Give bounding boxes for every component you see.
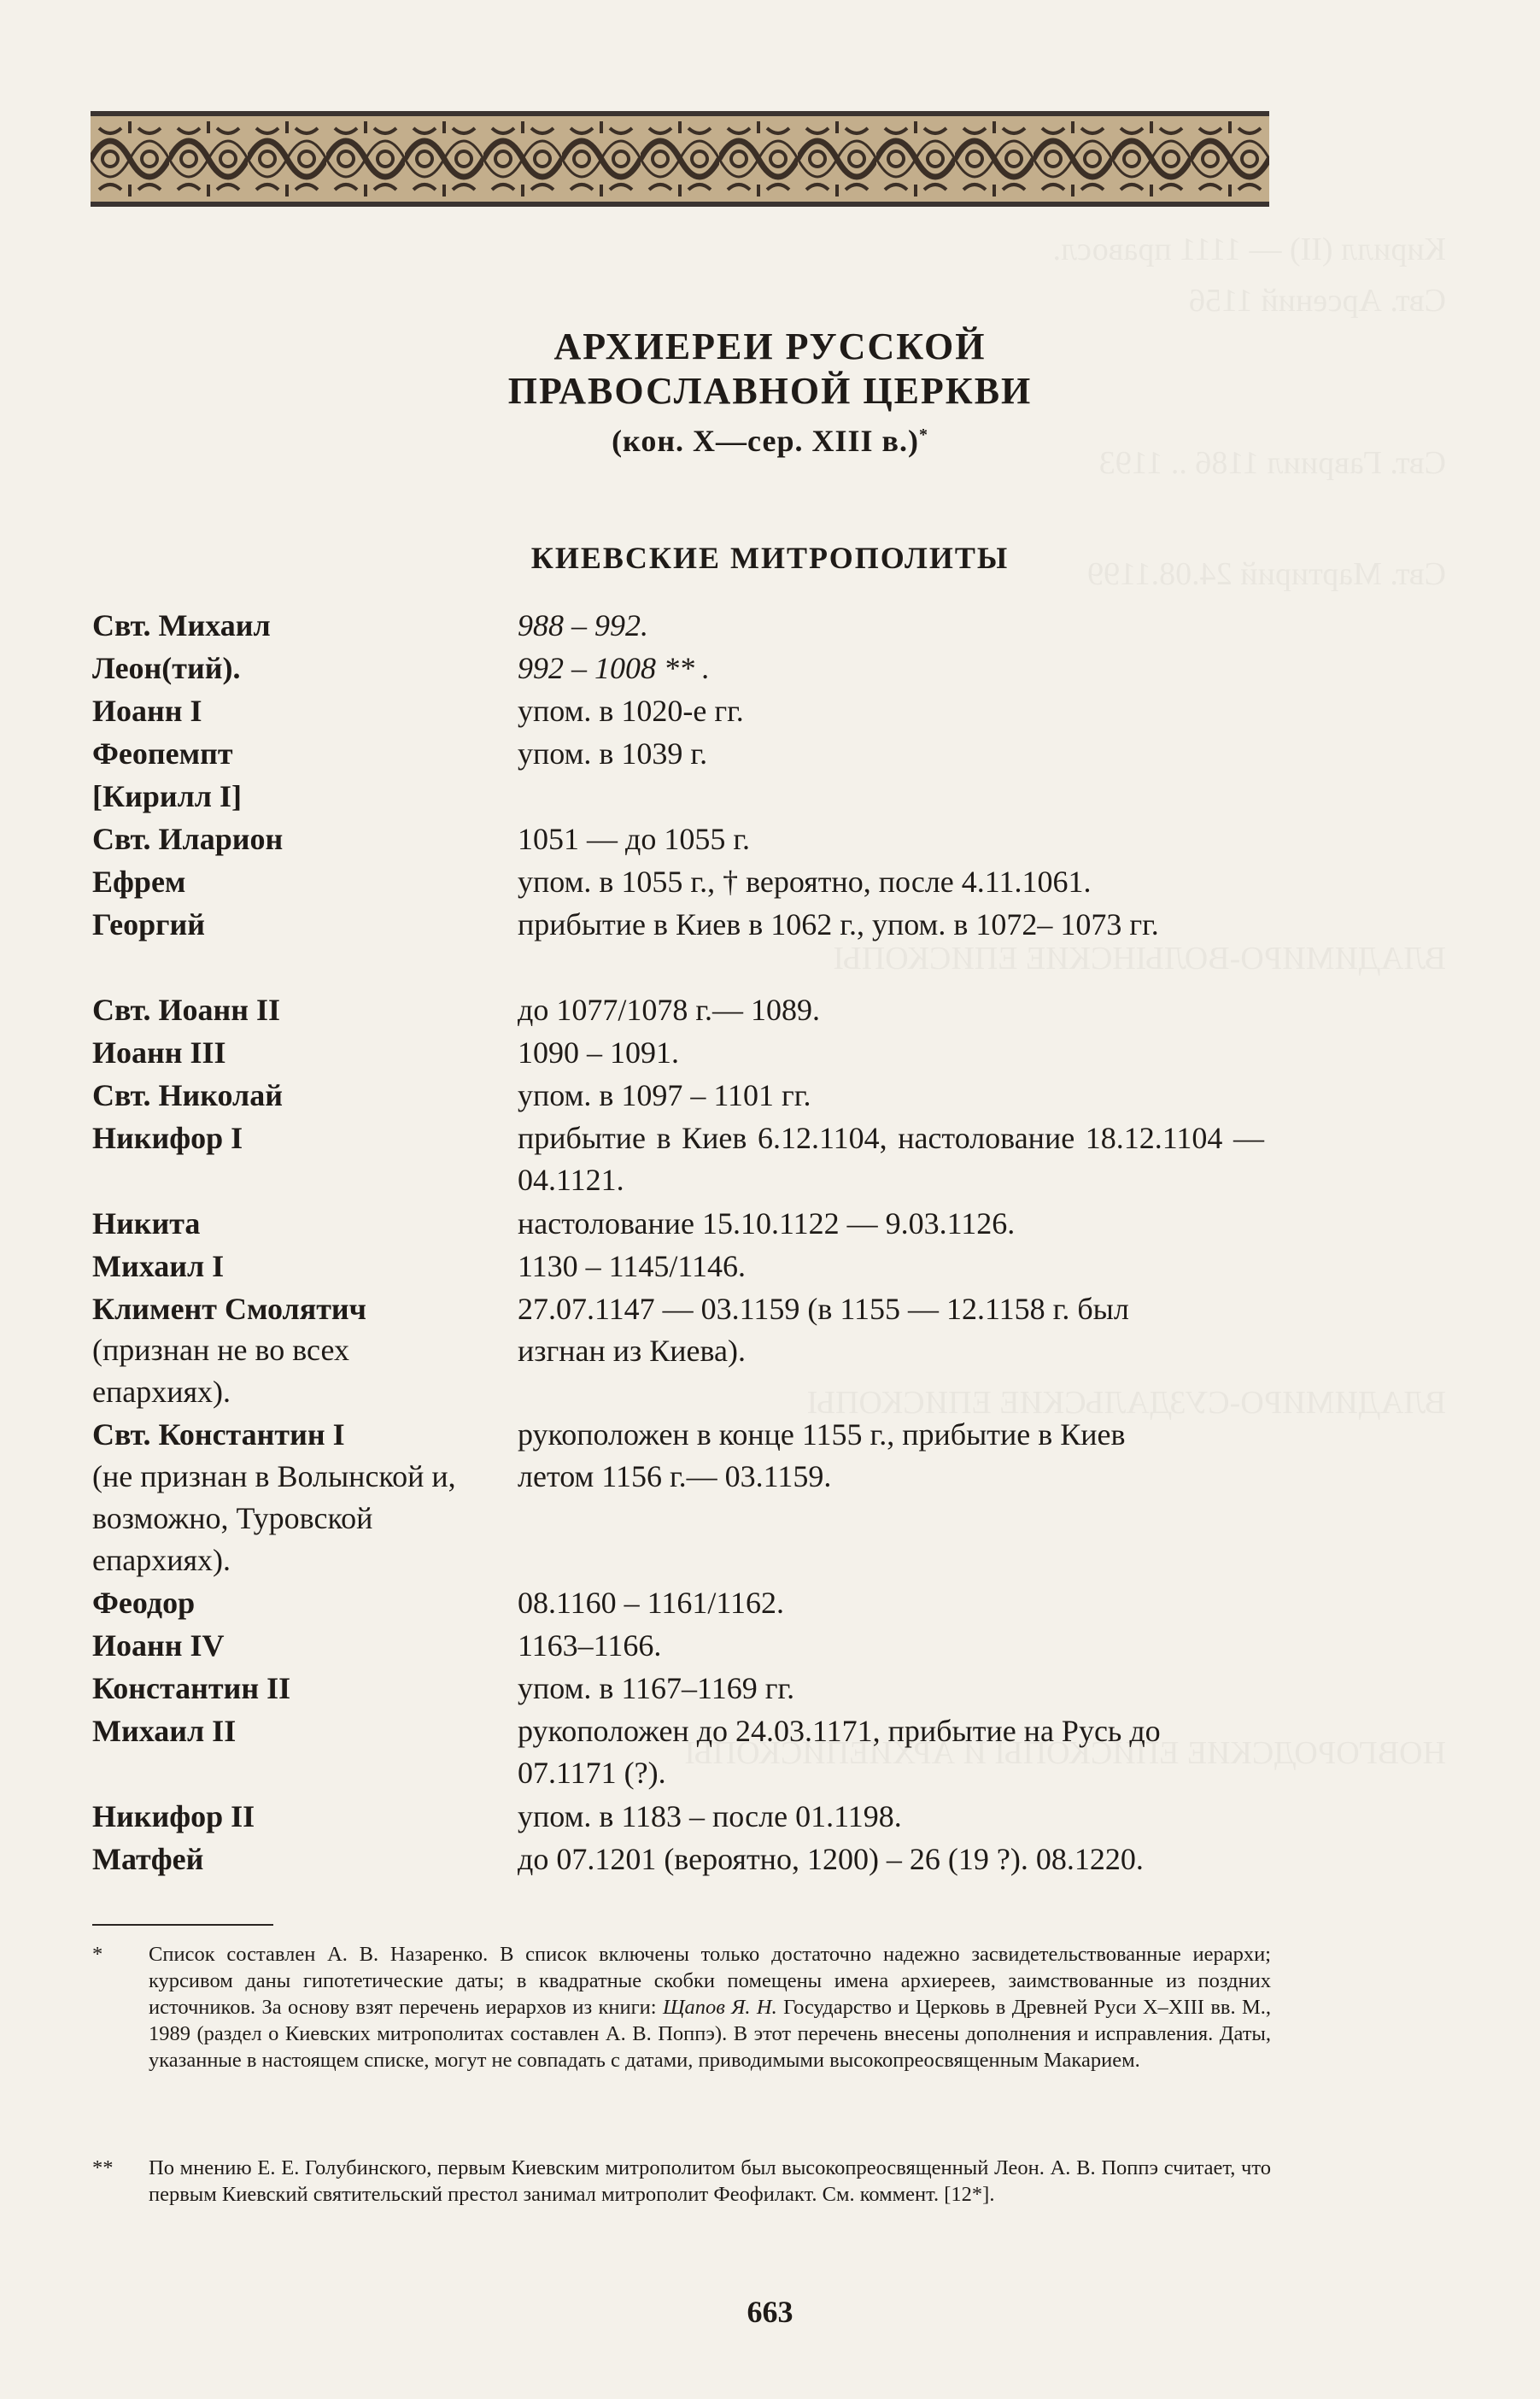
entry-name: Климент Смолятич [92, 1292, 366, 1326]
title-line-3: (кон. X—сер. XIII в.)* [612, 424, 928, 458]
entry-dates: до 07.1201 (вероятно, 1200) – 26 (19 ?). 08.1220. [518, 1842, 1144, 1876]
entry-dates: 1090 – 1091. [518, 1035, 679, 1070]
entry-dates: упом. в 1055 г., † вероятно, после 4.11.1061. [518, 865, 1092, 899]
footnote-mark: ** [92, 2156, 114, 2179]
footnote-marker: * [918, 425, 928, 444]
footnote-mark: * [92, 1943, 103, 1966]
entry-name: Свт. Михаил [92, 608, 271, 642]
entry-dates: 1130 – 1145/1146. [518, 1249, 746, 1283]
entry-name: Никифор II [92, 1799, 255, 1833]
entry-dates: 27.07.1147 — 03.1159 (в 1155 — 12.1158 г. был изгнан из Киева). [518, 1292, 1129, 1368]
entry-dates: упом. в 1039 г. [518, 736, 708, 771]
entry-name: Свт. Константин I [92, 1417, 345, 1452]
entry-dates: 1051 — до 1055 г. [518, 822, 751, 856]
page-number: 663 [747, 2295, 793, 2329]
entry-dates: упом. в 1020-е гг. [518, 694, 744, 728]
entry-name: Феопемпт [92, 736, 233, 771]
page-title-block [0, 325, 1540, 462]
bleed-through-text: Кирилл (II) — 1111 правосл. Свт. Арсений 1156 Свт. Гавриил 1186 .. 1193 Свт. Мартирий 24.08.1199 ВЛАДИМИРО-ВОЛЫНСКИЕ ЕПИСКОПЫ ВЛАДИМИРО-СУЗДАЛЬСКИЕ ЕПИСКОПЫ НОВГОРОДСКИЕ ЕПИСКОПЫ И АРХИЕПИСКОПЫ [684, 232, 1446, 1771]
entry-name: [Кирилл I] [92, 779, 242, 813]
entry-dates: упом. в 1097 – 1101 гг. [518, 1078, 811, 1112]
entry-name: Свт. Иоанн II [92, 993, 281, 1027]
entry-name: Михаил I [92, 1249, 225, 1283]
entry-name: Иоанн I [92, 694, 202, 728]
entry-name: Свт. Иларион [92, 822, 284, 856]
entry-dates: 988 – 992. [518, 608, 648, 642]
entry-name: Михаил II [92, 1714, 237, 1748]
entry-dates: рукоположен в конце 1155 г., прибытие в Киев летом 1156 г.— 03.1159. [518, 1417, 1126, 1493]
footnote-text: По мнению Е. Е. Голубинского, первым Киевским митрополитом был высокопреосвященный Леон. А. В. Поппэ считает, что первым Киевский святительский престол занимал митрополит Феофилакт. См. коммент. [12*]. [149, 2156, 1271, 2206]
entry-name: Матфей [92, 1842, 204, 1876]
entry-name: Ефрем [92, 865, 186, 899]
title-line-1: АРХИЕРЕИ РУССКОЙ [553, 326, 987, 367]
entry-dates: рукоположен до 24.03.1171, прибытие на Русь до 07.1171 (?). [518, 1714, 1161, 1790]
footnote-2 [92, 2155, 1271, 2208]
entry-dates: до 1077/1078 г.— 1089. [518, 993, 821, 1027]
title-line-2: ПРАВОСЛАВНОЙ ЦЕРКВИ [507, 370, 1033, 412]
entry-dates: упом. в 1167–1169 гг. [518, 1671, 795, 1705]
entry-dates: 992 – 1008 ** . [518, 651, 710, 685]
entry-name: Феодор [92, 1586, 196, 1620]
entry-dates: 08.1160 – 1161/1162. [518, 1586, 784, 1620]
entry-dates: 1163–1166. [518, 1628, 662, 1663]
entry-dates: прибытие в Киев 6.12.1104, настолование 18.12.1104 — 04.1121. [518, 1121, 1264, 1197]
footnote-text: Список составлен А. В. Назаренко. В список включены только достаточно надежно засвидетельствованные иерархи; курсивом даны гипотетические даты; в квадратные скобки помещены имена архиереев, заимствованные из поздних источников. За основу взят перечень иерархов из книги: Щапов Я. Н. Государство и Церковь в Древней Руси X–XIII вв. М., 1989 (раздел о Киевских митрополитах составлен А. В. Поппэ). В этот перечень внесены дополнения и исправления. Даты, указанные в настоящем списке, могут не совпадать с датами, приводимыми высокопреосвященным Макарием. [149, 1943, 1271, 2072]
section-heading: КИЕВСКИЕ МИТРОПОЛИТЫ [530, 541, 1010, 575]
entry-name: Никита [92, 1206, 201, 1241]
entry-name: Никифор I [92, 1121, 243, 1155]
entry-dates: упом. в 1183 – после 01.1198. [518, 1799, 902, 1833]
entry-note: (не признан в Волынской и, возможно, Туровской епархиях). [92, 1459, 456, 1577]
entry-name: Свт. Николай [92, 1078, 283, 1112]
entry-name: Георгий [92, 907, 205, 941]
entry-name: Леон(тий). [92, 651, 241, 685]
entry-dates: настолование 15.10.1122 — 9.03.1126. [518, 1206, 1016, 1241]
entry-name: Иоанн IV [92, 1628, 225, 1663]
entry-name: Константин II [92, 1671, 291, 1705]
footnote-divider [92, 1924, 273, 1926]
entry-dates: прибытие в Киев в 1062 г., упом. в 1072– 1073 гг. [518, 907, 1159, 941]
entry-name: Иоанн III [92, 1035, 226, 1070]
ornamental-header-banner [91, 111, 1269, 207]
entry-note: (признан не во всех епархиях). [92, 1333, 349, 1409]
footnote-1 [92, 1941, 1271, 2073]
